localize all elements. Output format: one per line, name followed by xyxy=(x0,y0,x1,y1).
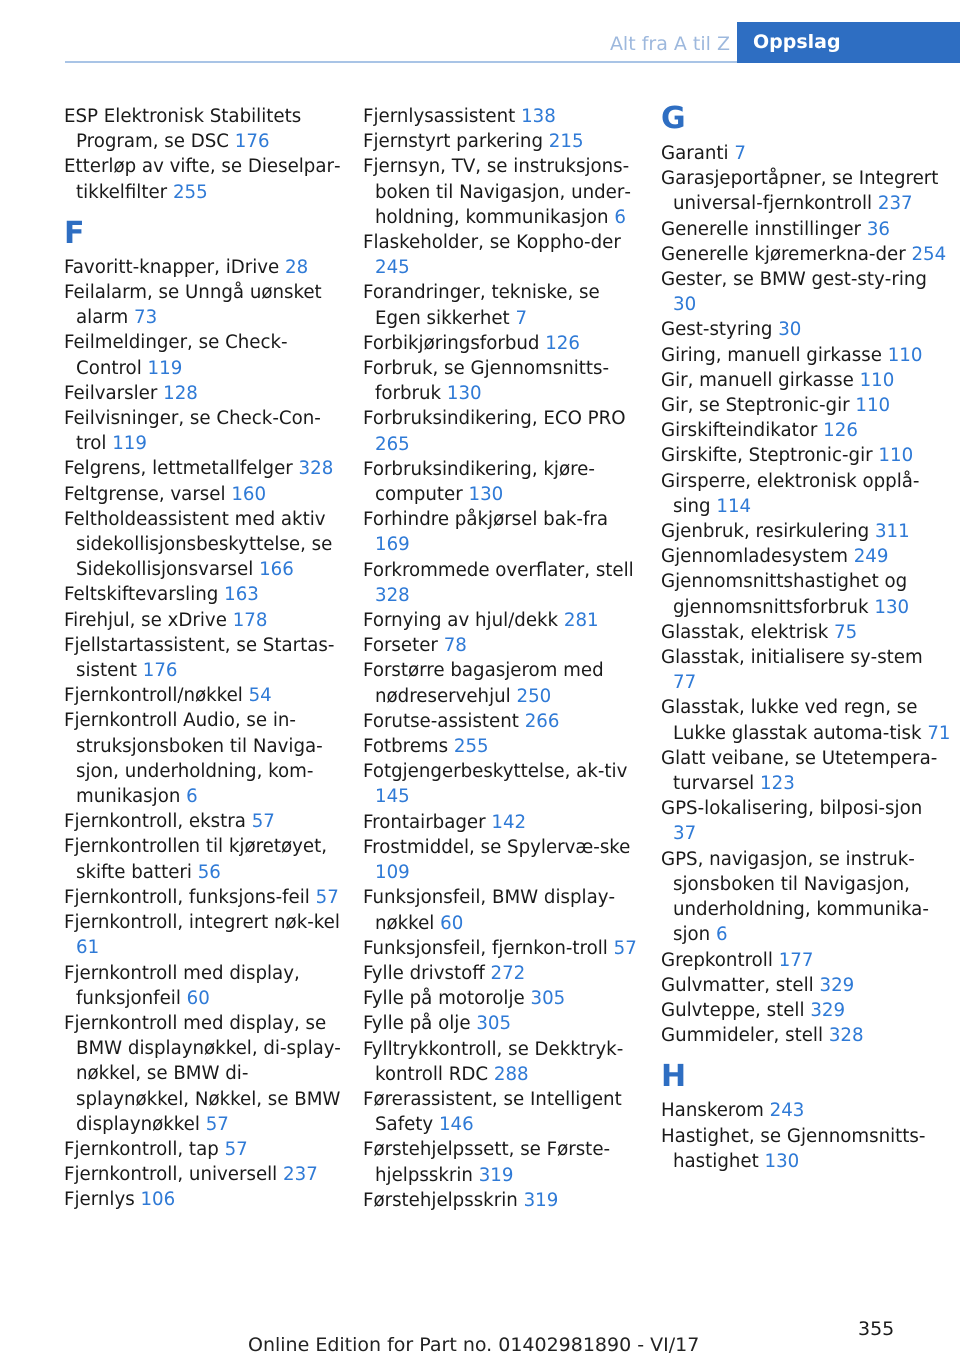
page-reference-link[interactable]: 30 xyxy=(673,294,697,316)
index-entry-text: Gir, manuell girkasse xyxy=(661,369,854,391)
page-reference-link[interactable]: 130 xyxy=(468,484,504,506)
page-reference-link[interactable]: 255 xyxy=(453,736,489,758)
index-entry xyxy=(363,1011,647,1036)
index-entry-text: Feilvisninger, se Check-Con‐trol xyxy=(64,408,321,455)
index-entry-text: Hanskerom xyxy=(661,1100,764,1122)
index-entry xyxy=(64,104,348,154)
index-entry-text: Feilmeldinger, se Check-Control xyxy=(64,332,288,379)
page-reference-link[interactable]: 177 xyxy=(778,949,814,971)
index-entry xyxy=(64,406,348,456)
index-entry-text: Fjernkontroll/nøkkel xyxy=(64,685,243,707)
page-reference-link[interactable]: 57 xyxy=(224,1138,248,1160)
page-reference-link[interactable]: 142 xyxy=(491,811,527,833)
index-entry-text: Generelle kjøremerkna‐der xyxy=(661,243,906,265)
footer-edition: Online Edition for Part no. 01402981890 - VI/17 xyxy=(248,1334,700,1356)
page-number: 355 xyxy=(858,1318,895,1340)
index-entry xyxy=(661,796,951,846)
index-entry xyxy=(64,582,348,607)
index-entry-text: Gester, se BMW gest-sty‐ring xyxy=(661,269,927,291)
page-reference-link[interactable]: 166 xyxy=(259,559,294,581)
index-entry-text: Gulvteppe, stell xyxy=(661,999,805,1021)
index-entry xyxy=(64,1137,348,1162)
index-entry xyxy=(363,885,647,935)
page-reference-link[interactable]: 126 xyxy=(823,420,858,442)
index-entry-text: Fjernkontroll, tap xyxy=(64,1138,219,1160)
index-entry xyxy=(661,469,951,519)
page-reference-link[interactable]: 237 xyxy=(877,193,913,215)
index-entry xyxy=(363,633,647,658)
index-entry-text: Feltskiftevarsling xyxy=(64,584,219,606)
page-reference-link[interactable]: 160 xyxy=(231,483,267,505)
index-entry-text: Etterløp av vifte, se Dieselpar‐tikkelfilter xyxy=(64,156,341,203)
index-entry-text: Forhindre påkjørsel bak‐fra xyxy=(363,509,608,531)
index-entry xyxy=(64,507,348,583)
index-entry xyxy=(363,734,647,759)
index-entry-text: Firehjul, se xDrive xyxy=(64,609,227,631)
page-reference-link[interactable]: 319 xyxy=(478,1164,514,1186)
index-entry xyxy=(363,936,647,961)
page-reference-link[interactable]: 109 xyxy=(375,862,410,884)
page-reference-link[interactable]: 305 xyxy=(476,1013,512,1035)
index-entry-text: Førstehjelpssett, se Første‐hjelpsskrin xyxy=(363,1139,611,1186)
index-entry-text: Funksjonsfeil, BMW display‐nøkkel xyxy=(363,887,616,934)
index-entry xyxy=(363,608,647,633)
page-reference-link[interactable]: 176 xyxy=(142,660,178,682)
page-reference-link[interactable]: 245 xyxy=(375,257,410,279)
index-entry xyxy=(363,507,647,557)
index-entry-text: Forkrommede overflater, stell xyxy=(363,559,634,581)
page-reference-link[interactable]: 319 xyxy=(523,1189,559,1211)
index-entry xyxy=(64,961,348,1011)
page-reference-link[interactable]: 176 xyxy=(234,131,270,153)
index-entry-text: Generelle innstillinger xyxy=(661,218,862,240)
index-entry xyxy=(363,104,647,129)
index-entry-text: Fylle på motorolje xyxy=(363,988,525,1010)
index-entry xyxy=(64,255,348,280)
page-reference-link[interactable]: 57 xyxy=(613,937,637,959)
page-reference-link[interactable]: 77 xyxy=(673,672,697,694)
index-entry xyxy=(64,381,348,406)
page-reference-link[interactable]: 61 xyxy=(76,937,100,959)
index-entry-text: Feltgrense, varsel xyxy=(64,483,226,505)
index-entry xyxy=(64,330,348,380)
page-reference-link[interactable]: 123 xyxy=(760,773,795,795)
index-entry-text: Garasjeportåpner, se Integrert universal-fjernkontroll xyxy=(661,168,939,215)
index-entry xyxy=(661,393,951,418)
index-entry xyxy=(661,1098,951,1123)
index-entry xyxy=(64,885,348,910)
index-entry xyxy=(363,280,647,330)
index-entry-text: Gjennomsnittshastighet og gjennomsnittsforbruk xyxy=(661,571,908,618)
page-reference-link[interactable]: 60 xyxy=(440,912,464,934)
index-entry-text: ESP Elektronisk Stabilitets Program, se DSC xyxy=(64,106,302,153)
page-reference-link[interactable]: 138 xyxy=(521,106,556,127)
page-reference-link[interactable]: 71 xyxy=(927,722,951,744)
index-entry xyxy=(64,834,348,884)
page-reference-link[interactable]: 110 xyxy=(859,369,895,391)
index-entry-text: Funksjonsfeil, fjernkon‐troll xyxy=(363,937,608,959)
page-reference-link[interactable]: 243 xyxy=(769,1100,805,1122)
index-entry-text: Fjernstyrt parkering xyxy=(363,131,543,153)
index-entry xyxy=(363,810,647,835)
page-reference-link[interactable]: 110 xyxy=(855,395,891,417)
page-reference-link[interactable]: 28 xyxy=(285,256,309,278)
index-entry-text: Hastighet, se Gjennomsnitts‐hastighet xyxy=(661,1125,926,1172)
index-entry xyxy=(661,317,951,342)
index-letter-heading: H xyxy=(661,1059,687,1095)
page-reference-link[interactable]: 305 xyxy=(530,988,566,1010)
page-reference-link[interactable]: 329 xyxy=(819,974,855,996)
index-entry xyxy=(661,519,951,544)
index-entry-text: Girsperre, elektronisk opplå‐sing xyxy=(661,470,920,517)
index-entry xyxy=(661,141,951,166)
index-entry xyxy=(64,683,348,708)
index-letter-heading: G xyxy=(661,101,686,136)
index-entry-text: Forbikjøringsforbud xyxy=(363,332,540,354)
index-entry-text: Glasstak, elektrisk xyxy=(661,621,829,643)
index-entry-text: Favoritt-knapper, iDrive xyxy=(64,256,280,278)
index-entry-text: Fjernkontroll med display, funksjonfeil xyxy=(64,962,300,1009)
page-reference-link[interactable]: 37 xyxy=(673,823,697,845)
page-reference-link[interactable]: 57 xyxy=(205,1113,229,1135)
index-entry-text: Forbruksindikering, ECO PRO xyxy=(363,408,626,430)
index-entry-text: Fjernsyn, TV, se instruksjons‐boken til Navigasjon, under‐holdning, kommunikasjon xyxy=(363,156,631,228)
index-entry-text: Gir, se Steptronic-gir xyxy=(661,395,850,417)
page-reference-link[interactable]: 169 xyxy=(375,534,410,556)
page-reference-link[interactable]: 6 xyxy=(715,924,728,946)
index-entry-text: Frostmiddel, se Spylervæ‐ske xyxy=(363,836,631,858)
index-entry-text: Forutse-assistent xyxy=(363,710,519,732)
page-reference-link[interactable]: 215 xyxy=(548,131,584,153)
index-entry-text: GPS-lokalisering, bilposi‐sjon xyxy=(661,798,923,820)
index-entry xyxy=(64,1187,348,1212)
index-entry-text: Fylle drivstoff xyxy=(363,962,485,984)
index-entry xyxy=(661,418,951,443)
index-entry xyxy=(661,695,951,745)
index-entry-text: Fjernkontroll Audio, se in‐struksjonsboken til Naviga‐sjon, underholdning, kom‐munikasjon xyxy=(64,710,323,808)
page-reference-link[interactable]: 272 xyxy=(490,962,526,984)
index-entry-text: Fjernlysassistent xyxy=(363,106,516,127)
page-reference-link[interactable]: 281 xyxy=(563,610,599,632)
page-reference-link[interactable]: 255 xyxy=(172,181,208,203)
page-reference-link[interactable]: 178 xyxy=(232,609,268,631)
index-entry-text: Forbruksindikering, kjøre‐computer xyxy=(363,458,595,506)
index-entry-text: Frontairbager xyxy=(363,811,486,833)
page-reference-link[interactable]: 75 xyxy=(834,621,858,643)
index-entry xyxy=(661,1124,951,1174)
index-entry xyxy=(363,558,647,608)
index-entry xyxy=(64,633,348,683)
page-reference-link[interactable]: 57 xyxy=(315,886,339,908)
index-entry xyxy=(661,267,951,317)
index-entry xyxy=(363,1087,647,1137)
page-reference-link[interactable]: 237 xyxy=(283,1164,318,1186)
page-reference-link[interactable]: 6 xyxy=(614,206,626,228)
index-entry xyxy=(363,230,647,280)
index-entry-text: Fjernkontroll, universell xyxy=(64,1164,278,1186)
index-entry-text: Giring, manuell girkasse xyxy=(661,344,882,366)
index-entry xyxy=(363,658,647,708)
index-entry xyxy=(64,456,348,481)
page-reference-link[interactable]: 56 xyxy=(197,861,221,883)
index-entry-text: Gulvmatter, stell xyxy=(661,974,814,996)
page-reference-link[interactable]: 311 xyxy=(874,521,910,543)
index-entry-text: Glasstak, initialisere sy‐stem xyxy=(661,647,923,669)
index-entry xyxy=(661,544,951,569)
index-entry xyxy=(661,569,951,619)
index-entry-text: Feltholdeassistent med aktiv sidekollisjonsbeskyttelse, se Sidekollisjonsvarsel xyxy=(64,508,333,581)
index-entry xyxy=(363,986,647,1011)
index-entry-text: Fylltrykkontroll, se Dekktryk‐kontroll RDC xyxy=(363,1038,624,1085)
page-reference-link[interactable]: 249 xyxy=(853,546,889,568)
page-reference-link[interactable]: 163 xyxy=(224,584,259,606)
page-reference-link[interactable]: 106 xyxy=(140,1189,176,1211)
page-reference-link[interactable]: 110 xyxy=(878,445,914,467)
page-reference-link[interactable]: 250 xyxy=(516,685,552,707)
index-entry xyxy=(661,620,951,645)
page-reference-link[interactable]: 146 xyxy=(438,1114,474,1136)
index-entry-text: Fotbrems xyxy=(363,736,449,758)
index-entry xyxy=(661,242,951,267)
page-reference-link[interactable]: 7 xyxy=(515,307,528,329)
page-reference-link[interactable]: 145 xyxy=(375,786,410,808)
index-entry xyxy=(661,847,951,948)
index-entry xyxy=(661,998,951,1023)
index-entry xyxy=(64,608,348,633)
index-entry xyxy=(661,368,951,393)
index-entry xyxy=(661,1023,951,1048)
page-reference-link[interactable]: 254 xyxy=(911,243,947,265)
index-entry-text: Fotgjengerbeskyttelse, ak‐tiv xyxy=(363,761,628,783)
page-reference-link[interactable]: 126 xyxy=(545,332,580,354)
index-entry xyxy=(363,759,647,809)
index-entry xyxy=(661,973,951,998)
index-entry-text: Fjernkontroll med display, se BMW displaynøkkel, di‐splay-nøkkel, se BMW di‐splaynøkkel, Nøkkel, se BMW displaynøkkel xyxy=(64,1012,341,1135)
page-reference-link[interactable]: 57 xyxy=(251,811,275,833)
index-entry-text: Forandringer, tekniske, se Egen sikkerhet xyxy=(363,282,600,329)
index-entry-text: Garanti xyxy=(661,143,729,164)
index-entry-text: Girskifte, Steptronic-gir xyxy=(661,445,873,467)
index-entry-text: Gjennomladesystem xyxy=(661,546,848,568)
page-reference-link[interactable]: 328 xyxy=(375,584,410,606)
page-reference-link[interactable]: 130 xyxy=(446,383,482,405)
page-reference-link[interactable]: 128 xyxy=(163,382,198,404)
index-entry-text: Fornying av hjul/dekk xyxy=(363,610,559,632)
index-entry-text: Felgrens, lettmetallfelger xyxy=(64,458,293,480)
index-entry-text: Fjernkontroll, funksjons‐feil xyxy=(64,886,310,908)
index-entry-text: Fjernkontroll, ekstra xyxy=(64,811,246,833)
page-reference-link[interactable]: 130 xyxy=(874,596,910,618)
index-entry-text: Fjellstartassistent, se Startas‐sistent xyxy=(64,634,335,682)
index-entry xyxy=(64,910,348,960)
index-entry-text: Førerassistent, se Intelligent Safety xyxy=(363,1088,622,1136)
index-entry xyxy=(661,645,951,695)
page-reference-link[interactable]: 78 xyxy=(443,635,467,657)
header-tab: Oppslag xyxy=(737,22,960,63)
index-entry xyxy=(363,406,647,456)
index-entry-text: Fylle på olje xyxy=(363,1013,471,1035)
page-reference-link[interactable]: 110 xyxy=(887,344,923,366)
page-reference-link[interactable]: 60 xyxy=(186,987,210,1009)
page-reference-link[interactable]: 114 xyxy=(716,495,752,517)
page-reference-link[interactable]: 130 xyxy=(764,1150,800,1172)
index-column-3 xyxy=(661,101,951,1174)
index-entry xyxy=(64,1162,348,1187)
index-entry xyxy=(363,961,647,986)
index-entry xyxy=(661,217,951,242)
page-reference-link[interactable]: 36 xyxy=(866,218,890,240)
page-reference-link[interactable]: 119 xyxy=(147,357,183,379)
index-entry xyxy=(363,1137,647,1187)
index-entry xyxy=(64,482,348,507)
page-reference-link[interactable]: 54 xyxy=(248,685,272,707)
index-entry xyxy=(363,1188,647,1213)
index-entry xyxy=(64,280,348,330)
index-entry-text: Forstørre bagasjerom med nødreservehjul xyxy=(363,660,604,707)
index-entry-text: Flaskeholder, se Koppho‐der xyxy=(363,232,621,254)
page-reference-link[interactable]: 328 xyxy=(828,1025,864,1047)
index-entry xyxy=(64,154,348,204)
index-entry-text: Gjenbruk, resirkulering xyxy=(661,521,870,543)
index-column-1 xyxy=(64,104,348,1213)
page-reference-link[interactable]: 328 xyxy=(298,458,334,480)
index-entry-text: Fjernkontroll, integrert nøk‐kel xyxy=(64,912,340,934)
page-reference-link[interactable]: 266 xyxy=(524,710,560,732)
index-entry-text: Førstehjelpsskrin xyxy=(363,1189,518,1211)
index-entry-text: GPS, navigasjon, se instruk‐sjonsboken til Navigasjon, underholdning, kommunika‐sjon xyxy=(661,848,929,946)
index-entry xyxy=(363,154,647,230)
index-entry xyxy=(363,356,647,406)
index-entry-text: Feilalarm, se Unngå uønsket alarm xyxy=(64,282,322,329)
index-entry-text: Feilvarsler xyxy=(64,382,158,404)
index-entry-text: Fjernkontrollen til kjøretøyet, skifte batteri xyxy=(64,836,327,883)
header-section-title: Alt fra A til Z xyxy=(609,33,730,55)
index-entry xyxy=(64,1011,348,1137)
index-entry xyxy=(661,343,951,368)
index-entry-text: Gest-styring xyxy=(661,319,773,341)
index-entry xyxy=(64,708,348,809)
index-entry xyxy=(363,331,647,356)
index-entry xyxy=(363,1037,647,1087)
index-entry xyxy=(363,709,647,734)
index-letter-heading: F xyxy=(64,215,85,251)
index-entry-text: Girskifteindikator xyxy=(661,420,818,442)
index-entry-text: Grepkontroll xyxy=(661,949,773,971)
index-entry-text: Forbruk, se Gjennomsnitts‐forbruk xyxy=(363,358,610,405)
page-reference-link[interactable]: 6 xyxy=(186,786,198,808)
page-reference-link[interactable]: 329 xyxy=(810,999,846,1021)
index-entry xyxy=(363,457,647,507)
index-entry xyxy=(661,948,951,973)
index-entry xyxy=(661,746,951,796)
index-entry xyxy=(64,809,348,834)
index-entry xyxy=(363,835,647,885)
page-reference-link[interactable]: 265 xyxy=(375,433,410,455)
index-entry xyxy=(661,166,951,216)
index-entry-text: Forseter xyxy=(363,635,438,657)
index-entry-text: Glasstak, lukke ved regn, se Lukke glasstak automa‐tisk xyxy=(661,697,922,744)
index-entry xyxy=(661,443,951,468)
page-reference-link[interactable]: 30 xyxy=(778,319,802,341)
index-entry-text: Fjernlys xyxy=(64,1189,135,1211)
page-reference-link[interactable]: 119 xyxy=(112,433,147,455)
index-column-2 xyxy=(363,104,647,1213)
page-reference-link[interactable]: 7 xyxy=(734,143,746,164)
page-reference-link[interactable]: 73 xyxy=(134,307,158,329)
index-entry-text: Glatt veibane, se Utetempera‐turvarsel xyxy=(661,747,938,795)
index-entry xyxy=(363,129,647,154)
page-reference-link[interactable]: 288 xyxy=(493,1063,529,1085)
index-entry-text: Gummideler, stell xyxy=(661,1025,824,1047)
